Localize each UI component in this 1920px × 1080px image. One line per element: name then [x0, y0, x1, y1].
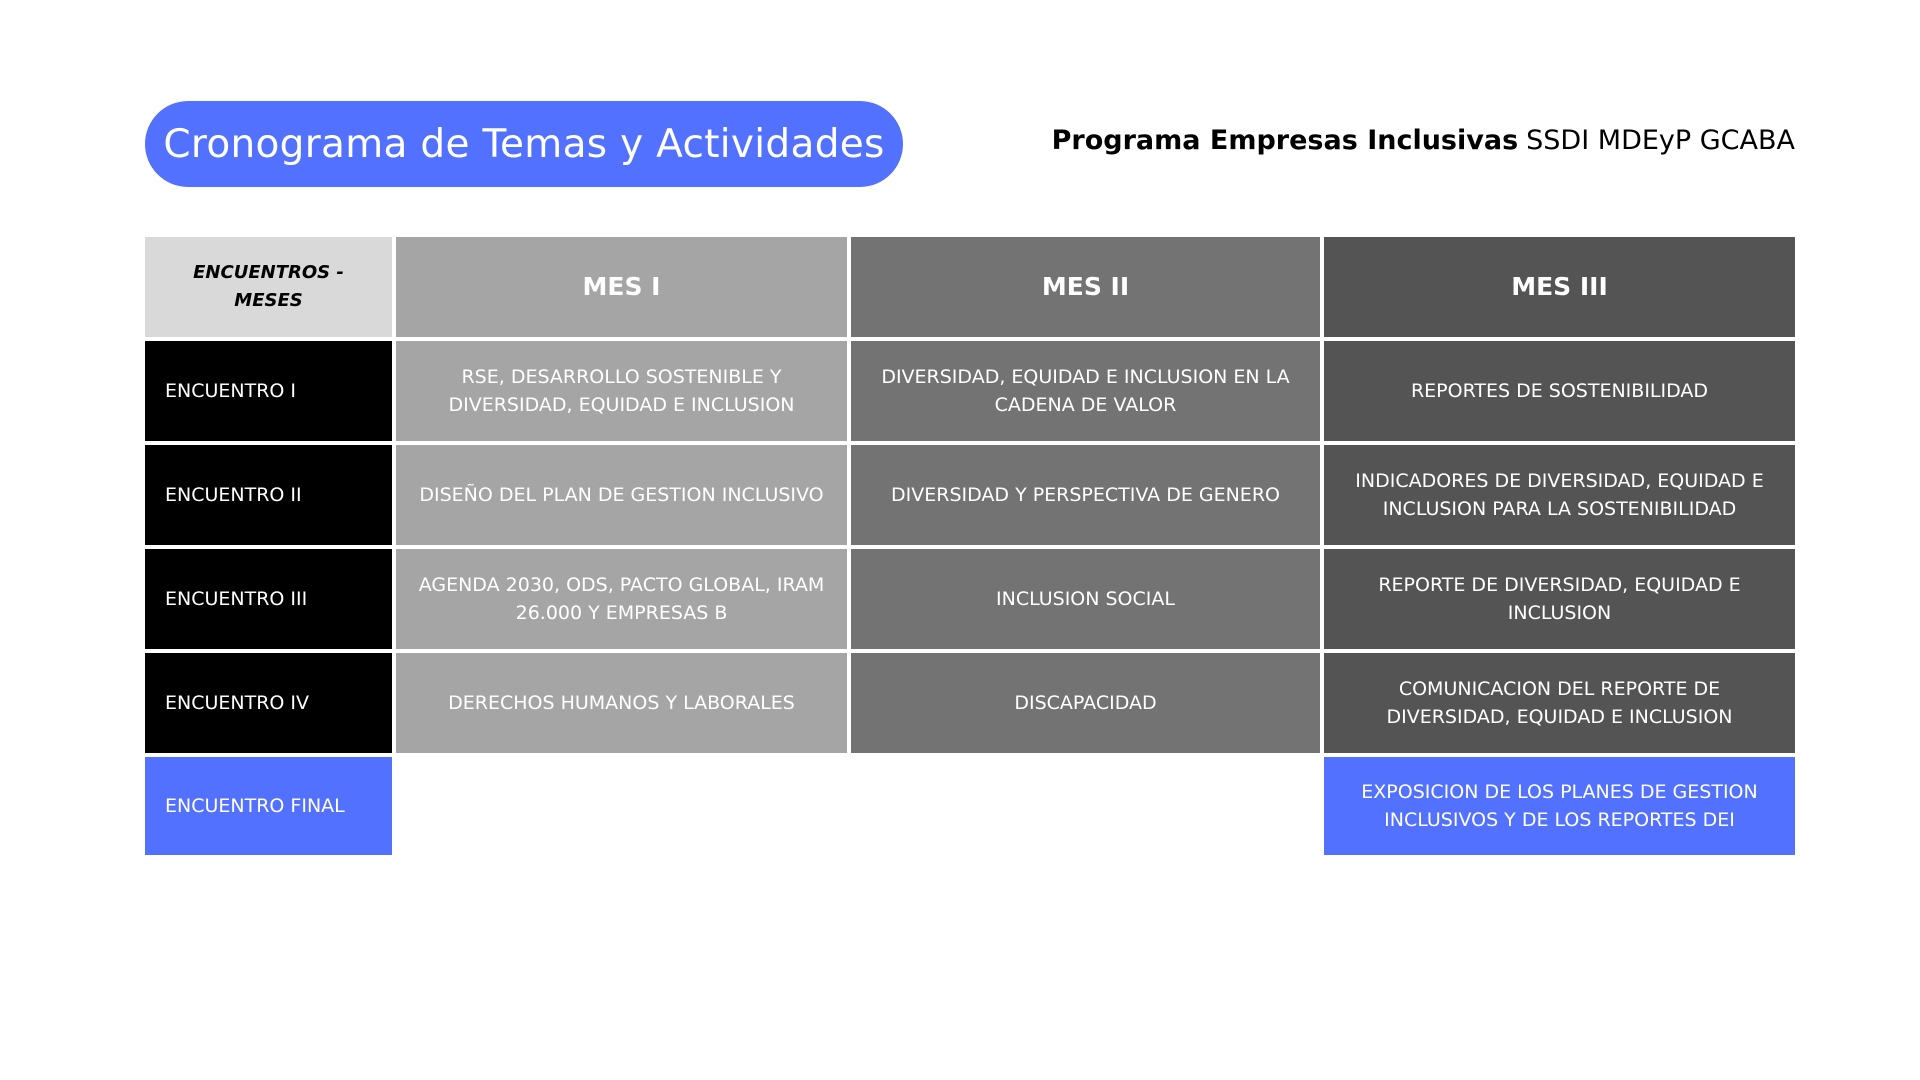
table-cell: RSE, DESARROLLO SOSTENIBLE Y DIVERSIDAD, EQUIDAD E INCLUSION [396, 341, 847, 441]
table-cell: DIVERSIDAD Y PERSPECTIVA DE GENERO [851, 445, 1320, 545]
table-cell: DIVERSIDAD, EQUIDAD E INCLUSION EN LA CADENA DE VALOR [851, 341, 1320, 441]
table-cell: REPORTES DE SOSTENIBILIDAD [1324, 341, 1795, 441]
table-cell: REPORTE DE DIVERSIDAD, EQUIDAD E INCLUSION [1324, 549, 1795, 649]
table-cell: DISEÑO DEL PLAN DE GESTION INCLUSIVO [396, 445, 847, 545]
row-header-encuentro-final: ENCUENTRO FINAL [145, 757, 392, 855]
row-header-encuentro-2: ENCUENTRO II [145, 445, 392, 545]
page-title: Cronograma de Temas y Actividades [145, 101, 903, 187]
column-header-mes-2: MES II [851, 237, 1320, 337]
table-cell: AGENDA 2030, ODS, PACTO GLOBAL, IRAM 26.000 Y EMPRESAS B [396, 549, 847, 649]
row-header-encuentro-4: ENCUENTRO IV [145, 653, 392, 753]
program-label [1052, 120, 1795, 160]
column-header-mes-3: MES III [1324, 237, 1795, 337]
table-cell: INCLUSION SOCIAL [851, 549, 1320, 649]
empty-cell [396, 757, 847, 855]
table-cell: INDICADORES DE DIVERSIDAD, EQUIDAD E INCLUSION PARA LA SOSTENIBILIDAD [1324, 445, 1795, 545]
empty-cell [851, 757, 1320, 855]
table-cell-final: EXPOSICION DE LOS PLANES DE GESTION INCLUSIVOS Y DE LOS REPORTES DEI [1324, 757, 1795, 855]
program-agency: SSDI MDEyP GCABA [1526, 124, 1795, 156]
schedule-table [145, 237, 1795, 855]
table-corner-header: ENCUENTROS - MESES [145, 237, 392, 337]
table-cell: DISCAPACIDAD [851, 653, 1320, 753]
row-header-encuentro-3: ENCUENTRO III [145, 549, 392, 649]
program-name: Programa Empresas Inclusivas [1051, 124, 1519, 156]
table-cell: COMUNICACION DEL REPORTE DE DIVERSIDAD, EQUIDAD E INCLUSION [1324, 653, 1795, 753]
table-cell: DERECHOS HUMANOS Y LABORALES [396, 653, 847, 753]
column-header-mes-1: MES I [396, 237, 847, 337]
row-header-encuentro-1: ENCUENTRO I [145, 341, 392, 441]
